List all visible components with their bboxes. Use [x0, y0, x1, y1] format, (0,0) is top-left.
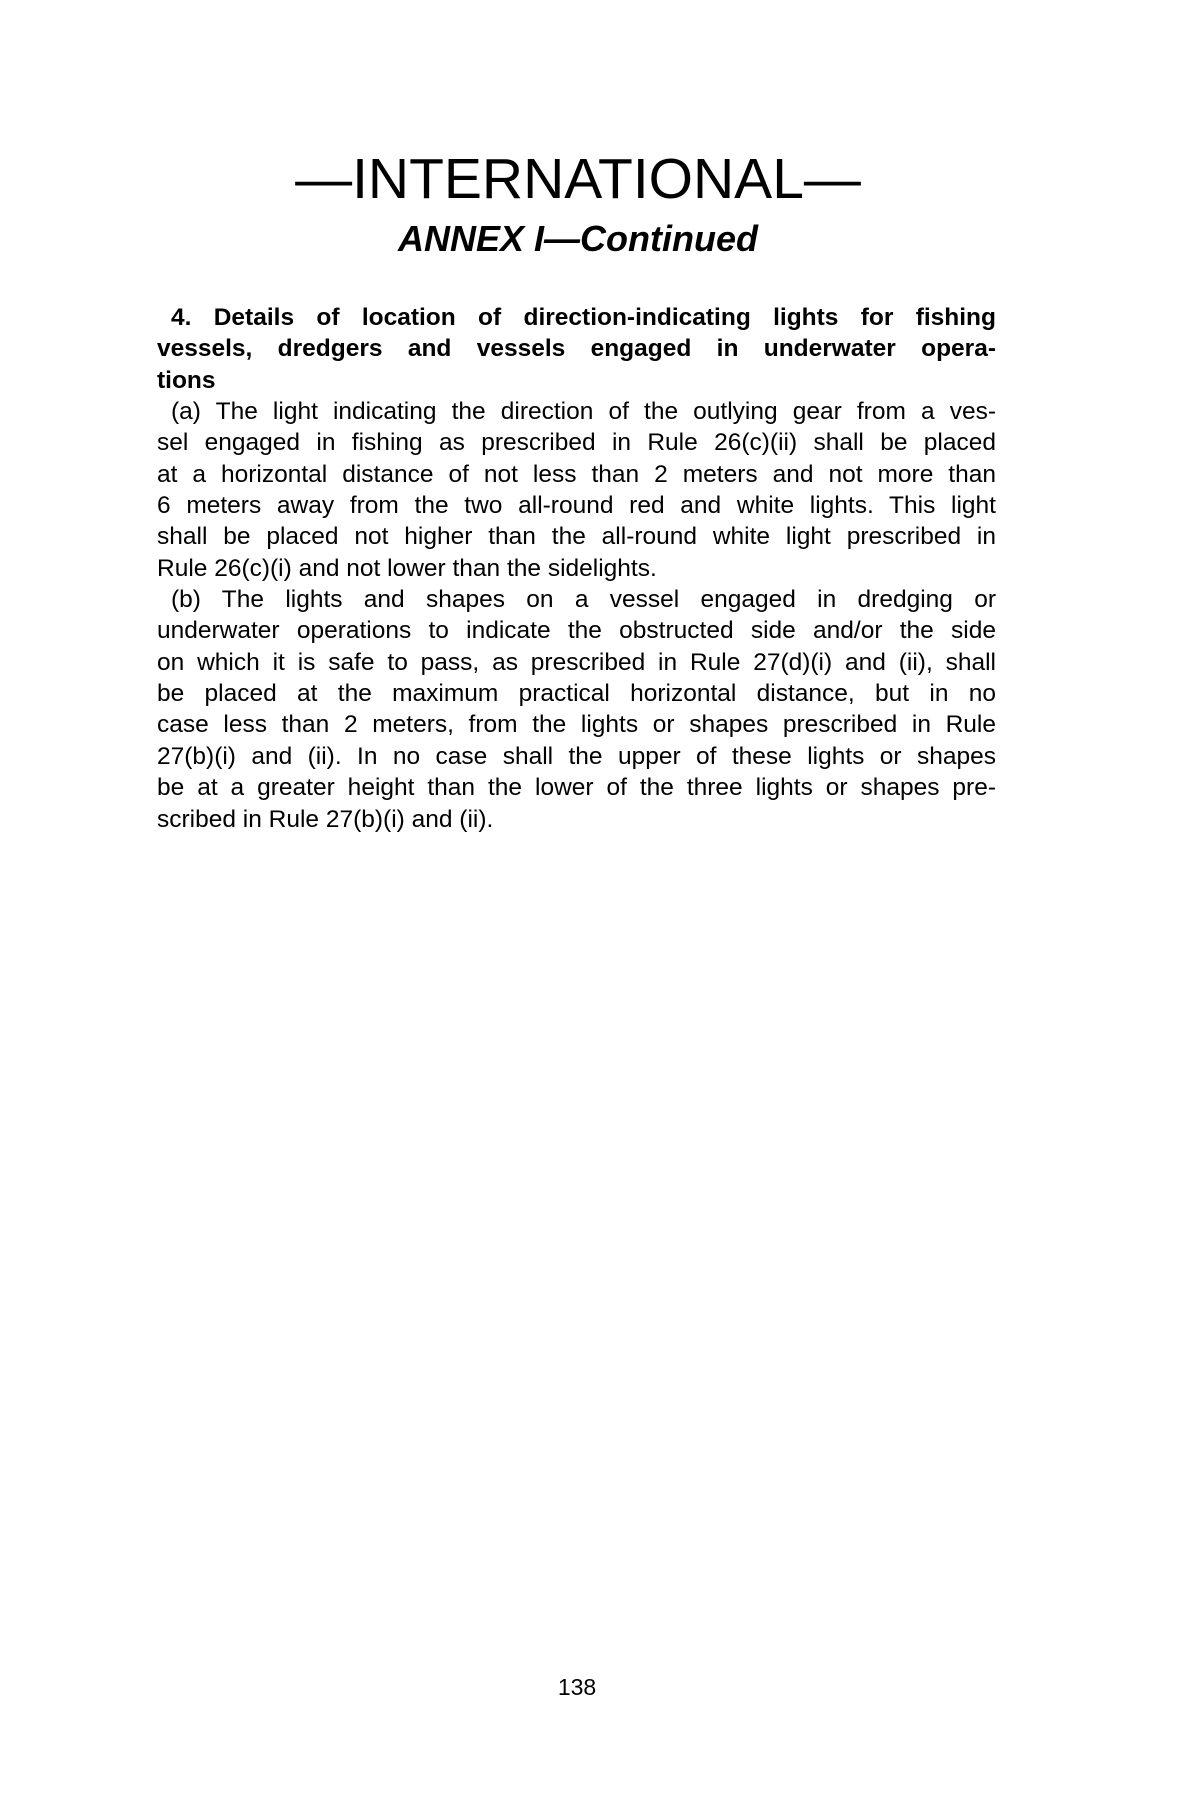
- paragraph-line: scribed in Rule 27(b)(i) and (ii).: [157, 805, 494, 833]
- page-content: [157, 302, 996, 835]
- section-heading: [157, 302, 996, 396]
- paragraph-line: 27(b)(i) and (ii). In no case shall the upper of these lights or shapes: [157, 742, 996, 770]
- paragraph-b: [157, 584, 996, 835]
- paragraph-line: sel engaged in fishing as prescribed in Rule 26(c)(ii) shall be placed: [157, 429, 996, 457]
- heading-line: 4. Details of location of direction-indicating lights for fishing: [171, 304, 996, 331]
- paragraph-line: case less than 2 meters, from the lights or shapes prescribed in Rule: [157, 711, 996, 739]
- paragraph-line: at a horizontal distance of not less than 2 meters and not more than: [157, 460, 996, 488]
- paragraph-line: (a) The light indicating the direction of the outlying gear from a ves-: [171, 398, 996, 426]
- paragraph-a: [157, 396, 996, 584]
- heading-line: tions: [157, 366, 216, 394]
- paragraph-line: Rule 26(c)(i) and not lower than the sidelights.: [157, 554, 657, 582]
- page-number: 138: [557, 1674, 597, 1700]
- page-title: —INTERNATIONAL—: [295, 147, 861, 211]
- paragraph-line: be at a greater height than the lower of the three lights or shapes pre-: [157, 774, 996, 802]
- paragraph-line: (b) The lights and shapes on a vessel engaged in dredging or: [171, 586, 996, 614]
- paragraph-line: be placed at the maximum practical horizontal distance, but in no: [157, 680, 996, 708]
- paragraph-line: underwater operations to indicate the obstructed side and/or the side: [157, 617, 996, 645]
- paragraph-line: on which it is safe to pass, as prescribed in Rule 27(d)(i) and (ii), shall: [157, 648, 996, 676]
- heading-line: vessels, dredgers and vessels engaged in underwater opera-: [157, 335, 996, 363]
- page-subtitle: ANNEX I—Continued: [398, 218, 758, 259]
- paragraph-line: 6 meters away from the two all-round red and white lights. This light: [157, 492, 996, 520]
- paragraph-line: shall be placed not higher than the all-round white light prescribed in: [157, 523, 996, 551]
